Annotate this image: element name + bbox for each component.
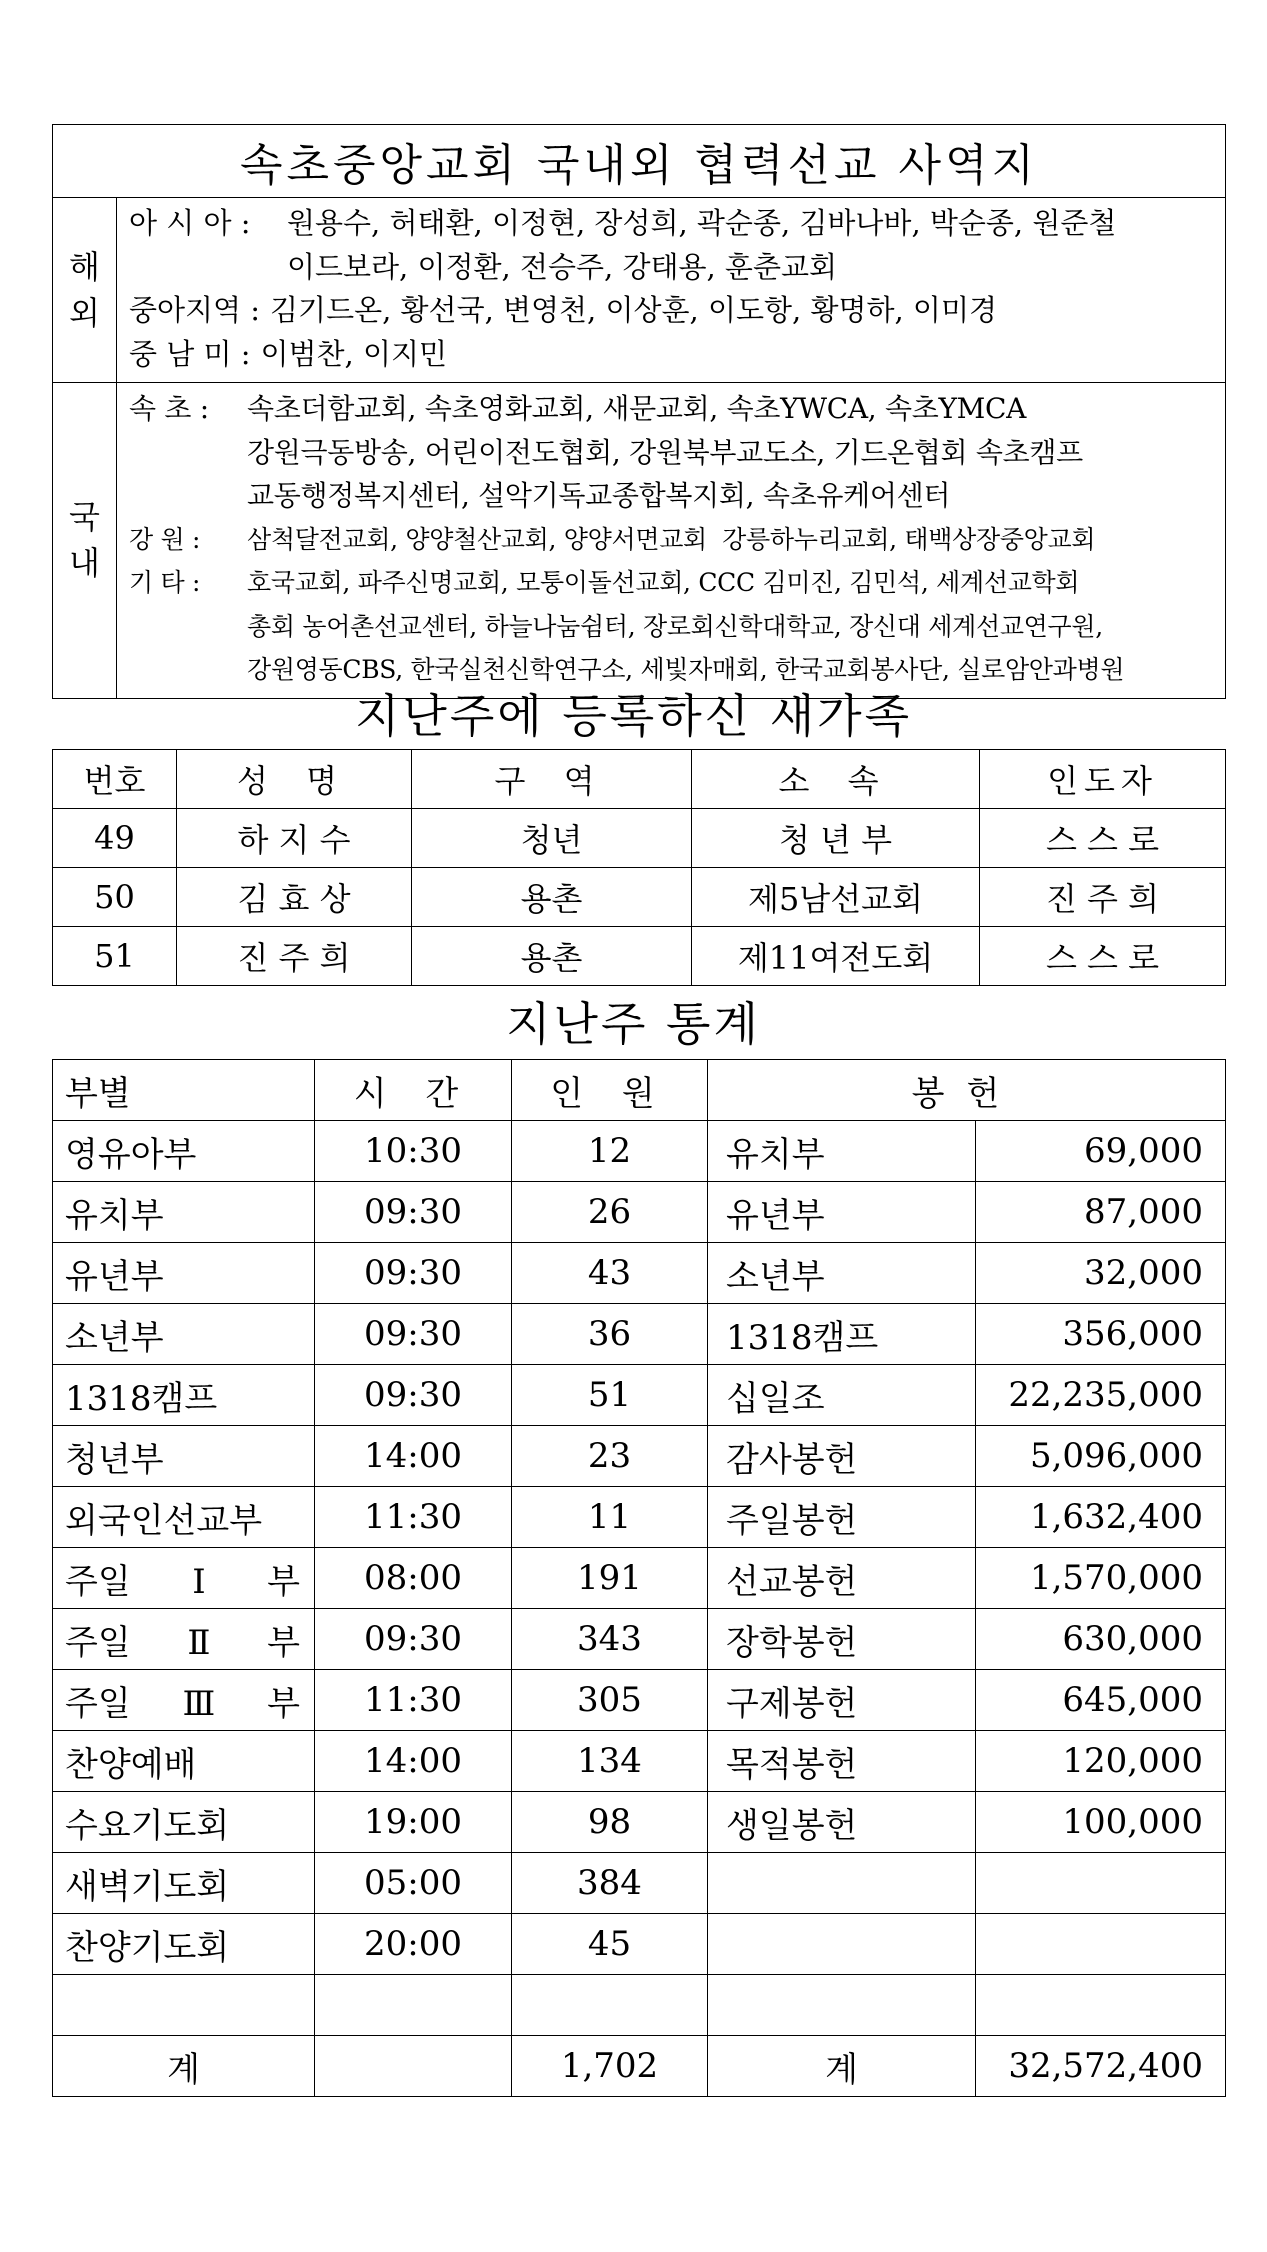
offering-amount-cell: 32,000 — [976, 1243, 1226, 1304]
table-row — [53, 809, 1226, 868]
table-row — [53, 1548, 1226, 1609]
dept-cell: 외국인선교부 — [53, 1487, 315, 1548]
offering-amount-cell: 5,096,000 — [976, 1426, 1226, 1487]
new-family-title: 지난주에 등록하신 새가족 — [354, 689, 913, 743]
table-row — [53, 1609, 1226, 1670]
dept-cell: 찬양예배 — [53, 1731, 315, 1792]
central-asia-label: 중아지역 : — [129, 293, 261, 327]
asia-value-1: 원용수, 허태환, 이정현, 장성희, 곽순종, 김바나바, 박순종, 원준철 — [287, 206, 1117, 240]
asia-line — [129, 202, 1225, 246]
table-row — [53, 1975, 1226, 2036]
affiliation-cell: 제11여전도회 — [692, 927, 980, 986]
header-district: 구 역 — [412, 750, 692, 809]
header-time: 시 간 — [315, 1060, 512, 1121]
header-name: 성 명 — [177, 750, 412, 809]
header-affiliation: 소 속 — [692, 750, 980, 809]
dept-cell: 새벽기도회 — [53, 1853, 315, 1914]
asia-line-2 — [129, 246, 1225, 290]
domestic-list — [117, 383, 1226, 699]
stats-title: 지난주 통계 — [506, 997, 761, 1051]
offering-name-cell: 목적봉헌 — [708, 1731, 976, 1792]
table-row — [53, 1243, 1226, 1304]
time-cell — [315, 1975, 512, 2036]
sokcho-value-2: 강원극동방송, 어린이전도협회, 강원북부교도소, 기드온협회 속초캠프 — [247, 435, 1083, 469]
sokcho-line-3 — [129, 474, 1225, 518]
offering-amount-cell: 120,000 — [976, 1731, 1226, 1792]
table-row — [53, 1914, 1226, 1975]
table-row — [53, 1365, 1226, 1426]
offering-amount-cell: 630,000 — [976, 1609, 1226, 1670]
count-cell: 384 — [512, 1853, 708, 1914]
dept-cell: 주일Ⅰ부 — [53, 1548, 315, 1609]
header-guide: 인도자 — [980, 750, 1226, 809]
dept-cell: 유년부 — [53, 1243, 315, 1304]
time-cell: 19:00 — [315, 1792, 512, 1853]
table-row — [53, 1182, 1226, 1243]
count-cell: 98 — [512, 1792, 708, 1853]
etc-line — [129, 561, 1225, 605]
count-cell: 11 — [512, 1487, 708, 1548]
time-cell: 09:30 — [315, 1609, 512, 1670]
offering-name-cell — [708, 1975, 976, 2036]
offering-name-cell: 감사봉헌 — [708, 1426, 976, 1487]
count-cell: 43 — [512, 1243, 708, 1304]
domestic-label-1: 국 — [69, 498, 100, 537]
number-cell: 49 — [53, 809, 177, 868]
dept-cell — [53, 1975, 315, 2036]
gangwon-label: 강 원 : — [129, 524, 201, 554]
total-row — [53, 2036, 1226, 2097]
dept-cell: 1318캠프 — [53, 1365, 315, 1426]
count-cell: 36 — [512, 1304, 708, 1365]
new-family-table — [52, 749, 1226, 986]
time-cell: 09:30 — [315, 1182, 512, 1243]
latin-value: 이범찬, 이지민 — [260, 336, 447, 371]
table-row — [53, 1792, 1226, 1853]
time-cell: 09:30 — [315, 1365, 512, 1426]
table-row — [53, 1853, 1226, 1914]
time-cell: 11:30 — [315, 1670, 512, 1731]
etc-value-3: 강원영동CBS, 한국실천신학연구소, 세빛자매회, 한국교회봉사단, 실로암안과병원 — [247, 655, 1125, 684]
guide-cell: 스 스 로 — [980, 927, 1226, 986]
dept-cell: 주일Ⅱ부 — [53, 1609, 315, 1670]
table-row — [53, 1121, 1226, 1182]
offering-name-cell: 생일봉헌 — [708, 1792, 976, 1853]
dept-cell: 찬양기도회 — [53, 1914, 315, 1975]
offering-amount-cell: 1,632,400 — [976, 1487, 1226, 1548]
dept-cell: 유치부 — [53, 1182, 315, 1243]
table-row — [53, 1304, 1226, 1365]
offering-amount-cell: 100,000 — [976, 1792, 1226, 1853]
offering-name-cell — [708, 1853, 976, 1914]
count-cell: 134 — [512, 1731, 708, 1792]
time-cell: 14:00 — [315, 1731, 512, 1792]
overseas-label-2: 외 — [69, 294, 100, 332]
offering-amount-cell: 87,000 — [976, 1182, 1226, 1243]
total-count: 1,702 — [512, 2036, 708, 2097]
total-offering-label: 계 — [708, 2036, 976, 2097]
offering-name-cell: 유년부 — [708, 1182, 976, 1243]
offering-name-cell: 유치부 — [708, 1121, 976, 1182]
mission-table — [52, 124, 1226, 699]
offering-amount-cell: 22,235,000 — [976, 1365, 1226, 1426]
dept-cell: 청년부 — [53, 1426, 315, 1487]
offering-name-cell — [708, 1914, 976, 1975]
time-cell: 05:00 — [315, 1853, 512, 1914]
table-row — [53, 1731, 1226, 1792]
count-cell: 191 — [512, 1548, 708, 1609]
district-cell: 용촌 — [412, 927, 692, 986]
table-row — [53, 1487, 1226, 1548]
total-offering-amount: 32,572,400 — [976, 2036, 1226, 2097]
count-cell: 343 — [512, 1609, 708, 1670]
header-number: 번호 — [53, 750, 177, 809]
offering-name-cell: 장학봉헌 — [708, 1609, 976, 1670]
etc-label: 기 타 : — [129, 568, 201, 597]
table-row — [53, 868, 1226, 927]
name-cell: 하 지 수 — [177, 809, 412, 868]
sokcho-label: 속 초 : — [129, 392, 209, 425]
dept-cell: 소년부 — [53, 1304, 315, 1365]
table-row — [53, 1670, 1226, 1731]
time-cell: 14:00 — [315, 1426, 512, 1487]
offering-name-cell: 주일봉헌 — [708, 1487, 976, 1548]
total-time — [315, 2036, 512, 2097]
total-label: 계 — [53, 2036, 315, 2097]
offering-amount-cell: 645,000 — [976, 1670, 1226, 1731]
sokcho-line-2 — [129, 431, 1225, 475]
stats-header — [53, 1060, 1226, 1121]
central-asia-line — [129, 289, 1225, 333]
dept-cell: 수요기도회 — [53, 1792, 315, 1853]
count-cell: 51 — [512, 1365, 708, 1426]
gangwon-value: 삼척달전교회, 양양철산교회, 양양서면교회 강릉하누리교회, 태백상장중앙교회 — [247, 524, 1096, 554]
etc-line-2 — [129, 605, 1225, 649]
sokcho-value-3: 교동행정복지센터, 설악기독교종합복지회, 속초유케어센터 — [247, 479, 951, 512]
header-dept: 부별 — [53, 1060, 315, 1121]
time-cell: 11:30 — [315, 1487, 512, 1548]
domestic-label-2: 내 — [69, 544, 100, 583]
dept-cell: 영유아부 — [53, 1121, 315, 1182]
offering-amount-cell — [976, 1914, 1226, 1975]
name-cell: 진 주 희 — [177, 927, 412, 986]
time-cell: 09:30 — [315, 1304, 512, 1365]
name-cell: 김 효 상 — [177, 868, 412, 927]
offering-name-cell: 선교봉헌 — [708, 1548, 976, 1609]
mission-title: 속초중앙교회 국내외 협력선교 사역지 — [53, 125, 1226, 198]
central-asia-value: 김기드온, 황선국, 변영천, 이상훈, 이도항, 황명하, 이미경 — [270, 293, 997, 327]
dept-cell: 주일Ⅲ부 — [53, 1670, 315, 1731]
affiliation-cell: 제5남선교회 — [692, 868, 980, 927]
asia-value-2: 이드보라, 이정환, 전승주, 강태용, 훈춘교회 — [287, 249, 837, 284]
affiliation-cell: 청 년 부 — [692, 809, 980, 868]
district-cell: 용촌 — [412, 868, 692, 927]
number-cell: 50 — [53, 868, 177, 927]
count-cell: 305 — [512, 1670, 708, 1731]
asia-label: 아 시 아 : — [129, 206, 251, 240]
new-family-header — [53, 750, 1226, 809]
offering-name-cell: 소년부 — [708, 1243, 976, 1304]
latin-line — [129, 333, 1225, 377]
time-cell: 20:00 — [315, 1914, 512, 1975]
etc-value-1: 호국교회, 파주신명교회, 모퉁이돌선교회, CCC 김미진, 김민석, 세계선교학회 — [247, 568, 1080, 597]
offering-name-cell: 구제봉헌 — [708, 1670, 976, 1731]
header-count: 인 원 — [512, 1060, 708, 1121]
latin-label: 중 남 미 : — [129, 336, 251, 371]
offering-name-cell: 1318캠프 — [708, 1304, 976, 1365]
overseas-label — [53, 198, 117, 383]
time-cell: 08:00 — [315, 1548, 512, 1609]
offering-name-cell: 십일조 — [708, 1365, 976, 1426]
count-cell: 26 — [512, 1182, 708, 1243]
district-cell: 청년 — [412, 809, 692, 868]
count-cell — [512, 1975, 708, 2036]
sokcho-line — [129, 387, 1225, 431]
overseas-list — [117, 198, 1226, 383]
number-cell: 51 — [53, 927, 177, 986]
offering-amount-cell — [976, 1853, 1226, 1914]
time-cell: 10:30 — [315, 1121, 512, 1182]
overseas-label-1: 해 — [69, 248, 100, 286]
offering-amount-cell: 69,000 — [976, 1121, 1226, 1182]
gangwon-line — [129, 518, 1225, 562]
guide-cell: 스 스 로 — [980, 809, 1226, 868]
count-cell: 23 — [512, 1426, 708, 1487]
header-offering: 봉헌 — [708, 1060, 1226, 1121]
etc-value-2: 총회 농어촌선교센터, 하늘나눔쉼터, 장로회신학대학교, 장신대 세계선교연구원, — [247, 611, 1103, 641]
offering-amount-cell: 1,570,000 — [976, 1548, 1226, 1609]
offering-amount-cell — [976, 1975, 1226, 2036]
count-cell: 12 — [512, 1121, 708, 1182]
count-cell: 45 — [512, 1914, 708, 1975]
domestic-label — [53, 383, 117, 699]
stats-table — [52, 1059, 1226, 2097]
table-row — [53, 1426, 1226, 1487]
sokcho-value-1: 속초더함교회, 속초영화교회, 새문교회, 속초YWCA, 속초YMCA — [247, 392, 1027, 425]
time-cell: 09:30 — [315, 1243, 512, 1304]
table-row — [53, 927, 1226, 986]
guide-cell: 진 주 희 — [980, 868, 1226, 927]
offering-amount-cell: 356,000 — [976, 1304, 1226, 1365]
